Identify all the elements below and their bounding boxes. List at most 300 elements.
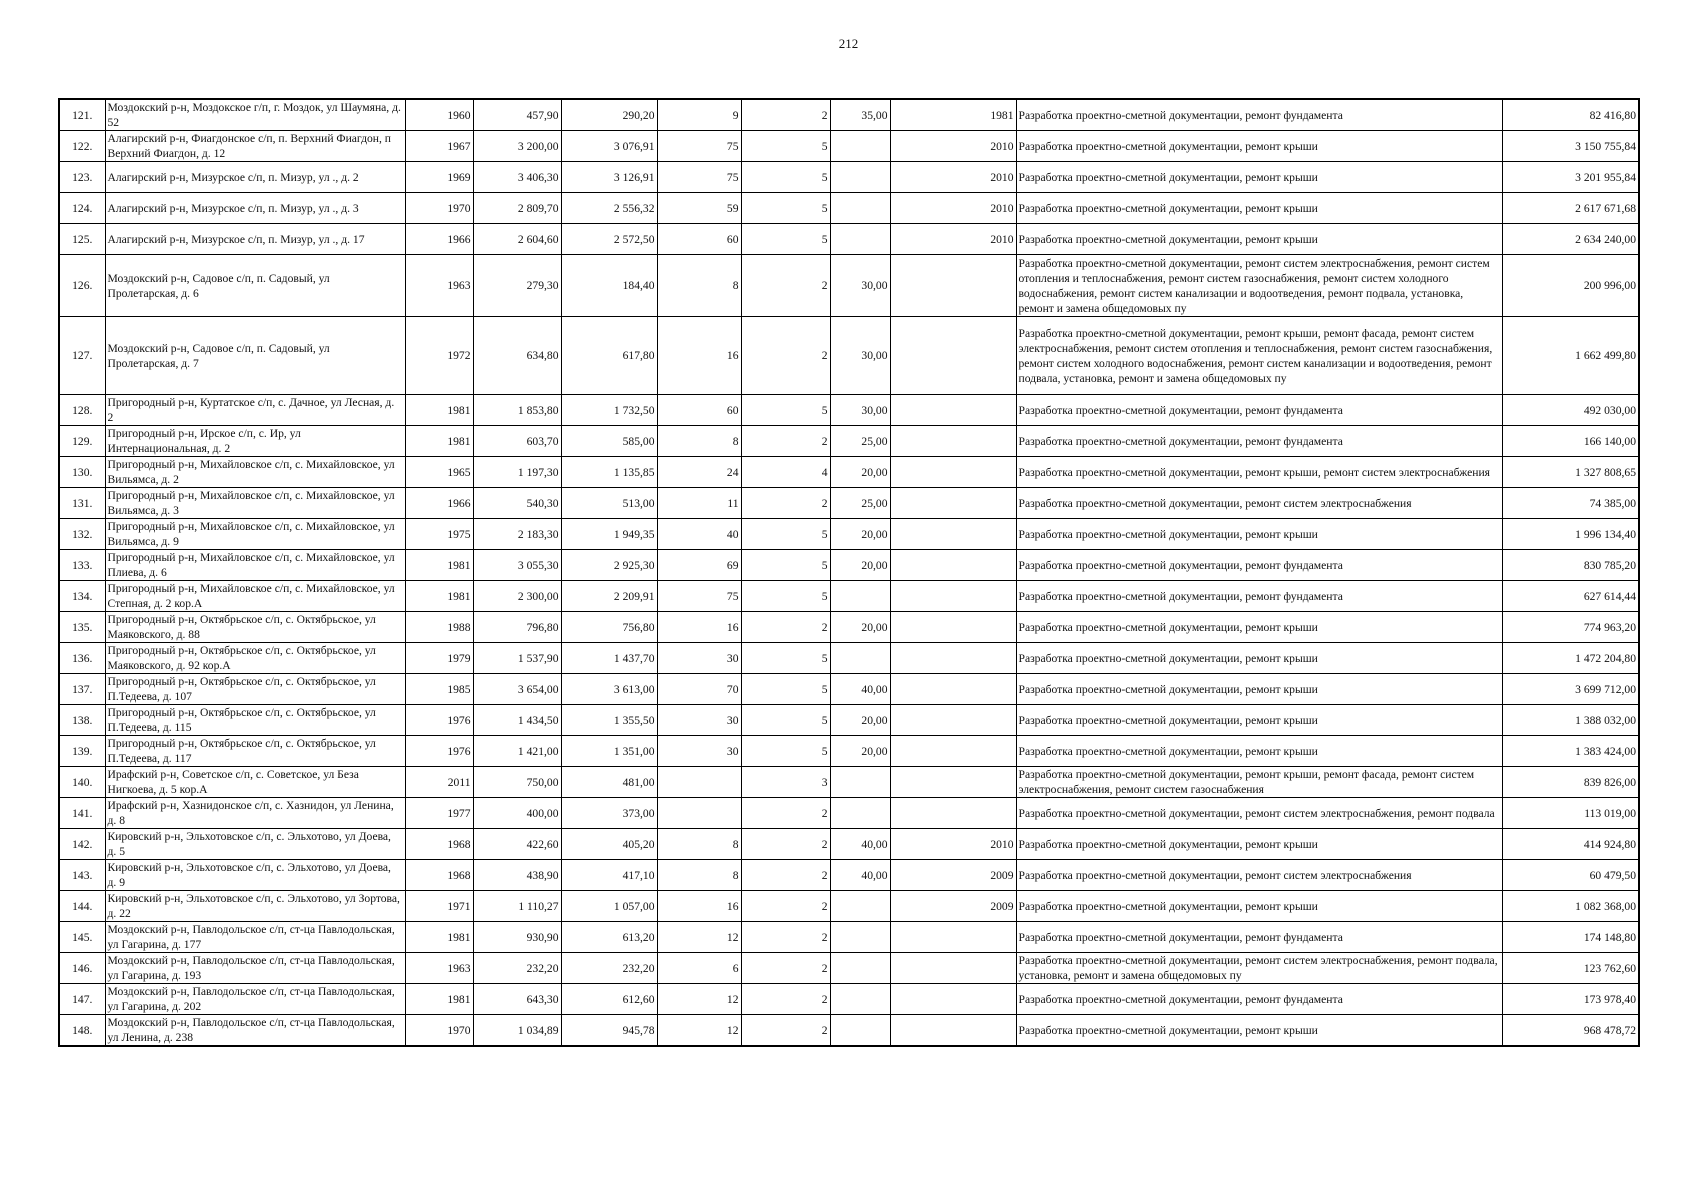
cost-cell: 968 478,72: [1502, 1015, 1639, 1047]
total-area-cell: 1 537,90: [473, 643, 561, 674]
residents-cell: 12: [657, 922, 741, 953]
wear-percent-cell: 40,00: [830, 674, 890, 705]
floors-cell: 5: [741, 674, 830, 705]
address-cell: Моздокский р-н, Садовое с/п, п. Садовый, ул Пролетарская, д. 6: [105, 255, 405, 317]
floors-cell: 5: [741, 736, 830, 767]
row-number: 136.: [59, 643, 105, 674]
living-area-cell: 617,80: [561, 317, 657, 395]
repair-works-cell: Разработка проектно-сметной документации, ремонт крыши: [1016, 519, 1502, 550]
address-cell: Моздокский р-н, Садовое с/п, п. Садовый, ул Пролетарская, д. 7: [105, 317, 405, 395]
last-repair-year-cell: [890, 736, 1016, 767]
year-built-cell: 1967: [405, 131, 473, 162]
address-cell: Пригородный р-н, Октябрьское с/п, с. Октябрьское, ул Маяковского, д. 88: [105, 612, 405, 643]
floors-cell: 3: [741, 767, 830, 798]
cost-cell: 627 614,44: [1502, 581, 1639, 612]
living-area-cell: 613,20: [561, 922, 657, 953]
wear-percent-cell: [830, 1015, 890, 1047]
row-number: 130.: [59, 457, 105, 488]
last-repair-year-cell: [890, 674, 1016, 705]
cost-cell: 82 416,80: [1502, 99, 1639, 131]
floors-cell: 2: [741, 922, 830, 953]
wear-percent-cell: 20,00: [830, 519, 890, 550]
wear-percent-cell: [830, 162, 890, 193]
residents-cell: [657, 798, 741, 829]
wear-percent-cell: 20,00: [830, 736, 890, 767]
last-repair-year-cell: [890, 488, 1016, 519]
row-number: 129.: [59, 426, 105, 457]
wear-percent-cell: 25,00: [830, 426, 890, 457]
table-row: [59, 550, 1639, 581]
last-repair-year-cell: [890, 953, 1016, 984]
total-area-cell: 3 200,00: [473, 131, 561, 162]
residents-cell: 16: [657, 891, 741, 922]
total-area-cell: 2 300,00: [473, 581, 561, 612]
row-number: 128.: [59, 395, 105, 426]
living-area-cell: 232,20: [561, 953, 657, 984]
residents-cell: 9: [657, 99, 741, 131]
repair-works-cell: Разработка проектно-сметной документации, ремонт крыши: [1016, 705, 1502, 736]
last-repair-year-cell: [890, 581, 1016, 612]
repair-works-cell: Разработка проектно-сметной документации, ремонт фундамента: [1016, 984, 1502, 1015]
residents-cell: 12: [657, 984, 741, 1015]
total-area-cell: 1 434,50: [473, 705, 561, 736]
table-row: [59, 860, 1639, 891]
repair-works-cell: Разработка проектно-сметной документации, ремонт систем электроснабжения, ремонт подвала, установка, ремонт и замена общедомовых пу: [1016, 953, 1502, 984]
row-number: 143.: [59, 860, 105, 891]
last-repair-year-cell: [890, 519, 1016, 550]
cost-cell: 113 019,00: [1502, 798, 1639, 829]
cost-cell: 414 924,80: [1502, 829, 1639, 860]
repair-works-cell: Разработка проектно-сметной документации, ремонт крыши, ремонт фасада, ремонт систем электроснабжения, ремонт систем газоснабжения: [1016, 767, 1502, 798]
last-repair-year-cell: [890, 612, 1016, 643]
year-built-cell: 1979: [405, 643, 473, 674]
year-built-cell: 1963: [405, 953, 473, 984]
wear-percent-cell: [830, 224, 890, 255]
wear-percent-cell: 20,00: [830, 457, 890, 488]
row-number: 141.: [59, 798, 105, 829]
floors-cell: 2: [741, 99, 830, 131]
floors-cell: 5: [741, 162, 830, 193]
last-repair-year-cell: 2009: [890, 860, 1016, 891]
page-number: 212: [838, 36, 859, 51]
cost-cell: 174 148,80: [1502, 922, 1639, 953]
living-area-cell: 1 351,00: [561, 736, 657, 767]
row-number: 132.: [59, 519, 105, 550]
cost-cell: 166 140,00: [1502, 426, 1639, 457]
living-area-cell: 2 209,91: [561, 581, 657, 612]
wear-percent-cell: 40,00: [830, 860, 890, 891]
year-built-cell: 1965: [405, 457, 473, 488]
cost-cell: 830 785,20: [1502, 550, 1639, 581]
last-repair-year-cell: [890, 317, 1016, 395]
address-cell: Пригородный р-н, Куртатское с/п, с. Дачное, ул Лесная, д. 2: [105, 395, 405, 426]
row-number: 122.: [59, 131, 105, 162]
housing-repair-table: [58, 98, 1640, 1047]
repair-works-cell: Разработка проектно-сметной документации, ремонт систем электроснабжения, ремонт систем отопления и теплоснабжения, ремонт систем газоснабжения, ремонт систем холодного водоснабжения, ремонт систем канализации и водоотведения, ремонт подвала, установка, ремонт и замена общедомовых пу: [1016, 255, 1502, 317]
residents-cell: 75: [657, 162, 741, 193]
row-number: 133.: [59, 550, 105, 581]
year-built-cell: 1981: [405, 922, 473, 953]
floors-cell: 2: [741, 1015, 830, 1047]
row-number: 148.: [59, 1015, 105, 1047]
total-area-cell: 422,60: [473, 829, 561, 860]
year-built-cell: 1968: [405, 860, 473, 891]
living-area-cell: 1 057,00: [561, 891, 657, 922]
last-repair-year-cell: [890, 984, 1016, 1015]
residents-cell: 75: [657, 581, 741, 612]
residents-cell: 30: [657, 643, 741, 674]
last-repair-year-cell: [890, 798, 1016, 829]
living-area-cell: 373,00: [561, 798, 657, 829]
floors-cell: 2: [741, 612, 830, 643]
table-row: [59, 224, 1639, 255]
wear-percent-cell: [830, 891, 890, 922]
repair-works-cell: Разработка проектно-сметной документации, ремонт крыши: [1016, 829, 1502, 860]
living-area-cell: 184,40: [561, 255, 657, 317]
row-number: 126.: [59, 255, 105, 317]
address-cell: Пригородный р-н, Октябрьское с/п, с. Октябрьское, ул Маяковского, д. 92 кор.А: [105, 643, 405, 674]
total-area-cell: 750,00: [473, 767, 561, 798]
address-cell: Алагирский р-н, Мизурское с/п, п. Мизур, ул ., д. 2: [105, 162, 405, 193]
total-area-cell: 796,80: [473, 612, 561, 643]
residents-cell: 70: [657, 674, 741, 705]
living-area-cell: 513,00: [561, 488, 657, 519]
address-cell: Алагирский р-н, Мизурское с/п, п. Мизур, ул ., д. 3: [105, 193, 405, 224]
last-repair-year-cell: 1981: [890, 99, 1016, 131]
cost-cell: 1 388 032,00: [1502, 705, 1639, 736]
total-area-cell: 3 406,30: [473, 162, 561, 193]
cost-cell: 839 826,00: [1502, 767, 1639, 798]
address-cell: Алагирский р-н, Мизурское с/п, п. Мизур, ул ., д. 17: [105, 224, 405, 255]
row-number: 135.: [59, 612, 105, 643]
living-area-cell: 1 355,50: [561, 705, 657, 736]
wear-percent-cell: 20,00: [830, 550, 890, 581]
table-row: [59, 193, 1639, 224]
floors-cell: 2: [741, 953, 830, 984]
address-cell: Пригородный р-н, Октябрьское с/п, с. Октябрьское, ул П.Тедеева, д. 115: [105, 705, 405, 736]
living-area-cell: 3 613,00: [561, 674, 657, 705]
last-repair-year-cell: [890, 457, 1016, 488]
row-number: 137.: [59, 674, 105, 705]
residents-cell: 59: [657, 193, 741, 224]
repair-works-cell: Разработка проектно-сметной документации, ремонт систем электроснабжения: [1016, 488, 1502, 519]
cost-cell: 173 978,40: [1502, 984, 1639, 1015]
year-built-cell: 1988: [405, 612, 473, 643]
row-number: 131.: [59, 488, 105, 519]
living-area-cell: 1 135,85: [561, 457, 657, 488]
residents-cell: 6: [657, 953, 741, 984]
row-number: 125.: [59, 224, 105, 255]
floors-cell: 5: [741, 581, 830, 612]
last-repair-year-cell: [890, 1015, 1016, 1047]
residents-cell: 69: [657, 550, 741, 581]
residents-cell: 30: [657, 736, 741, 767]
wear-percent-cell: [830, 581, 890, 612]
last-repair-year-cell: [890, 705, 1016, 736]
wear-percent-cell: 20,00: [830, 705, 890, 736]
row-number: 138.: [59, 705, 105, 736]
residents-cell: 60: [657, 224, 741, 255]
living-area-cell: 2 925,30: [561, 550, 657, 581]
address-cell: Ирафский р-н, Советское с/п, с. Советское, ул Беза Нигкоева, д. 5 кор.А: [105, 767, 405, 798]
floors-cell: 2: [741, 426, 830, 457]
address-cell: Кировский р-н, Эльхотовское с/п, с. Эльхотово, ул Зортова, д. 22: [105, 891, 405, 922]
total-area-cell: 3 654,00: [473, 674, 561, 705]
table-row: [59, 798, 1639, 829]
wear-percent-cell: [830, 193, 890, 224]
repair-works-cell: Разработка проектно-сметной документации, ремонт крыши: [1016, 131, 1502, 162]
address-cell: Пригородный р-н, Ирское с/п, с. Ир, ул Интернациональная, д. 2: [105, 426, 405, 457]
wear-percent-cell: [830, 922, 890, 953]
repair-works-cell: Разработка проектно-сметной документации, ремонт крыши: [1016, 162, 1502, 193]
wear-percent-cell: 30,00: [830, 255, 890, 317]
floors-cell: 2: [741, 860, 830, 891]
address-cell: Пригородный р-н, Михайловское с/п, с. Михайловское, ул Вильямса, д. 2: [105, 457, 405, 488]
living-area-cell: 2 572,50: [561, 224, 657, 255]
last-repair-year-cell: [890, 550, 1016, 581]
table-row: [59, 612, 1639, 643]
wear-percent-cell: 25,00: [830, 488, 890, 519]
last-repair-year-cell: [890, 395, 1016, 426]
total-area-cell: 603,70: [473, 426, 561, 457]
floors-cell: 5: [741, 550, 830, 581]
repair-works-cell: Разработка проектно-сметной документации, ремонт фундамента: [1016, 426, 1502, 457]
repair-works-cell: Разработка проектно-сметной документации, ремонт крыши, ремонт фасада, ремонт систем электроснабжения, ремонт систем отопления и теплоснабжения, ремонт систем газоснабжения, ремонт систем холодного водоснабжения, ремонт систем канализации и водоотведения, ремонт подвала, установка, ремонт и замена общедомовых пу: [1016, 317, 1502, 395]
repair-works-cell: Разработка проектно-сметной документации, ремонт систем электроснабжения: [1016, 860, 1502, 891]
address-cell: Кировский р-н, Эльхотовское с/п, с. Эльхотово, ул Доева, д. 5: [105, 829, 405, 860]
address-cell: Моздокский р-н, Павлодольское с/п, ст-ца Павлодольская, ул Гагарина, д. 177: [105, 922, 405, 953]
repair-works-cell: Разработка проектно-сметной документации, ремонт крыши: [1016, 736, 1502, 767]
year-built-cell: 1960: [405, 99, 473, 131]
cost-cell: 2 634 240,00: [1502, 224, 1639, 255]
table-row: [59, 488, 1639, 519]
repair-works-cell: Разработка проектно-сметной документации, ремонт систем электроснабжения, ремонт подвала: [1016, 798, 1502, 829]
residents-cell: 8: [657, 860, 741, 891]
floors-cell: 5: [741, 395, 830, 426]
year-built-cell: 1976: [405, 736, 473, 767]
year-built-cell: 1985: [405, 674, 473, 705]
total-area-cell: 1 853,80: [473, 395, 561, 426]
living-area-cell: 417,10: [561, 860, 657, 891]
address-cell: Моздокский р-н, Павлодольское с/п, ст-ца Павлодольская, ул Гагарина, д. 193: [105, 953, 405, 984]
last-repair-year-cell: 2010: [890, 224, 1016, 255]
total-area-cell: 1 197,30: [473, 457, 561, 488]
year-built-cell: 1968: [405, 829, 473, 860]
floors-cell: 5: [741, 131, 830, 162]
total-area-cell: 540,30: [473, 488, 561, 519]
residents-cell: 75: [657, 131, 741, 162]
last-repair-year-cell: 2010: [890, 829, 1016, 860]
living-area-cell: 290,20: [561, 99, 657, 131]
address-cell: Пригородный р-н, Октябрьское с/п, с. Октябрьское, ул П.Тедеева, д. 117: [105, 736, 405, 767]
table-row: [59, 519, 1639, 550]
wear-percent-cell: [830, 643, 890, 674]
living-area-cell: 1 732,50: [561, 395, 657, 426]
living-area-cell: 1 437,70: [561, 643, 657, 674]
total-area-cell: 930,90: [473, 922, 561, 953]
total-area-cell: 2 183,30: [473, 519, 561, 550]
address-cell: Кировский р-н, Эльхотовское с/п, с. Эльхотово, ул Доева, д. 9: [105, 860, 405, 891]
row-number: 124.: [59, 193, 105, 224]
year-built-cell: 1976: [405, 705, 473, 736]
repair-works-cell: Разработка проектно-сметной документации, ремонт крыши, ремонт систем электроснабжения: [1016, 457, 1502, 488]
row-number: 127.: [59, 317, 105, 395]
cost-cell: 1 662 499,80: [1502, 317, 1639, 395]
residents-cell: 8: [657, 829, 741, 860]
floors-cell: 2: [741, 317, 830, 395]
residents-cell: 16: [657, 612, 741, 643]
cost-cell: 123 762,60: [1502, 953, 1639, 984]
total-area-cell: 2 604,60: [473, 224, 561, 255]
repair-works-cell: Разработка проектно-сметной документации, ремонт крыши: [1016, 193, 1502, 224]
floors-cell: 5: [741, 643, 830, 674]
floors-cell: 2: [741, 255, 830, 317]
wear-percent-cell: [830, 767, 890, 798]
repair-works-cell: Разработка проектно-сметной документации, ремонт крыши: [1016, 1015, 1502, 1047]
last-repair-year-cell: [890, 426, 1016, 457]
cost-cell: 492 030,00: [1502, 395, 1639, 426]
table-row: [59, 255, 1639, 317]
year-built-cell: 1981: [405, 426, 473, 457]
year-built-cell: 1963: [405, 255, 473, 317]
total-area-cell: 643,30: [473, 984, 561, 1015]
total-area-cell: 438,90: [473, 860, 561, 891]
residents-cell: 24: [657, 457, 741, 488]
address-cell: Пригородный р-н, Октябрьское с/п, с. Октябрьское, ул П.Тедеева, д. 107: [105, 674, 405, 705]
last-repair-year-cell: [890, 767, 1016, 798]
residents-cell: 8: [657, 426, 741, 457]
residents-cell: 8: [657, 255, 741, 317]
living-area-cell: 945,78: [561, 1015, 657, 1047]
total-area-cell: 457,90: [473, 99, 561, 131]
table-row: [59, 953, 1639, 984]
floors-cell: 2: [741, 488, 830, 519]
cost-cell: 3 150 755,84: [1502, 131, 1639, 162]
table-row: [59, 162, 1639, 193]
total-area-cell: 400,00: [473, 798, 561, 829]
repair-works-cell: Разработка проектно-сметной документации, ремонт крыши: [1016, 891, 1502, 922]
living-area-cell: 481,00: [561, 767, 657, 798]
table-row: [59, 736, 1639, 767]
year-built-cell: 1970: [405, 1015, 473, 1047]
row-number: 139.: [59, 736, 105, 767]
address-cell: Алагирский р-н, Фиагдонское с/п, п. Верхний Фиагдон, п Верхний Фиагдон, д. 12: [105, 131, 405, 162]
cost-cell: 3 699 712,00: [1502, 674, 1639, 705]
row-number: 134.: [59, 581, 105, 612]
floors-cell: 5: [741, 519, 830, 550]
year-built-cell: 1977: [405, 798, 473, 829]
year-built-cell: 1981: [405, 984, 473, 1015]
repair-works-cell: Разработка проектно-сметной документации, ремонт фундамента: [1016, 99, 1502, 131]
table-row: [59, 395, 1639, 426]
repair-works-cell: Разработка проектно-сметной документации, ремонт крыши: [1016, 643, 1502, 674]
living-area-cell: 2 556,32: [561, 193, 657, 224]
cost-cell: 3 201 955,84: [1502, 162, 1639, 193]
total-area-cell: 3 055,30: [473, 550, 561, 581]
repair-works-cell: Разработка проектно-сметной документации, ремонт фундамента: [1016, 581, 1502, 612]
repair-works-cell: Разработка проектно-сметной документации, ремонт крыши: [1016, 612, 1502, 643]
cost-cell: 74 385,00: [1502, 488, 1639, 519]
year-built-cell: 1970: [405, 193, 473, 224]
last-repair-year-cell: 2010: [890, 131, 1016, 162]
wear-percent-cell: 40,00: [830, 829, 890, 860]
year-built-cell: 1969: [405, 162, 473, 193]
row-number: 142.: [59, 829, 105, 860]
floors-cell: 2: [741, 829, 830, 860]
floors-cell: 5: [741, 193, 830, 224]
wear-percent-cell: [830, 798, 890, 829]
cost-cell: 1 996 134,40: [1502, 519, 1639, 550]
living-area-cell: 585,00: [561, 426, 657, 457]
table-row: [59, 99, 1639, 131]
year-built-cell: 1971: [405, 891, 473, 922]
cost-cell: 1 472 204,80: [1502, 643, 1639, 674]
address-cell: Моздокский р-н, Павлодольское с/п, ст-ца Павлодольская, ул Гагарина, д. 202: [105, 984, 405, 1015]
wear-percent-cell: 30,00: [830, 395, 890, 426]
table-row: [59, 643, 1639, 674]
address-cell: Пригородный р-н, Михайловское с/п, с. Михайловское, ул Вильямса, д. 3: [105, 488, 405, 519]
floors-cell: 4: [741, 457, 830, 488]
living-area-cell: 1 949,35: [561, 519, 657, 550]
living-area-cell: 3 126,91: [561, 162, 657, 193]
repair-works-cell: Разработка проектно-сметной документации, ремонт фундамента: [1016, 550, 1502, 581]
floors-cell: 5: [741, 705, 830, 736]
address-cell: Ирафский р-н, Хазнидонское с/п, с. Хазнидон, ул Ленина, д. 8: [105, 798, 405, 829]
year-built-cell: 1966: [405, 488, 473, 519]
floors-cell: 2: [741, 984, 830, 1015]
cost-cell: 200 996,00: [1502, 255, 1639, 317]
last-repair-year-cell: 2010: [890, 162, 1016, 193]
row-number: 121.: [59, 99, 105, 131]
table-row: [59, 581, 1639, 612]
table-row: [59, 457, 1639, 488]
residents-cell: 16: [657, 317, 741, 395]
year-built-cell: 1981: [405, 395, 473, 426]
residents-cell: 11: [657, 488, 741, 519]
year-built-cell: 1981: [405, 581, 473, 612]
row-number: 145.: [59, 922, 105, 953]
row-number: 140.: [59, 767, 105, 798]
year-built-cell: 2011: [405, 767, 473, 798]
last-repair-year-cell: [890, 643, 1016, 674]
wear-percent-cell: [830, 131, 890, 162]
address-cell: Пригородный р-н, Михайловское с/п, с. Михайловское, ул Вильямса, д. 9: [105, 519, 405, 550]
repair-works-cell: Разработка проектно-сметной документации, ремонт крыши: [1016, 674, 1502, 705]
residents-cell: [657, 767, 741, 798]
repair-works-cell: Разработка проектно-сметной документации, ремонт крыши: [1016, 224, 1502, 255]
table-row: [59, 674, 1639, 705]
table-body: [59, 99, 1639, 1046]
cost-cell: 60 479,50: [1502, 860, 1639, 891]
wear-percent-cell: 35,00: [830, 99, 890, 131]
living-area-cell: 405,20: [561, 829, 657, 860]
address-cell: Моздокский р-н, Моздокское г/п, г. Моздок, ул Шаумяна, д. 52: [105, 99, 405, 131]
living-area-cell: 3 076,91: [561, 131, 657, 162]
wear-percent-cell: [830, 984, 890, 1015]
row-number: 144.: [59, 891, 105, 922]
wear-percent-cell: 30,00: [830, 317, 890, 395]
row-number: 147.: [59, 984, 105, 1015]
year-built-cell: 1981: [405, 550, 473, 581]
last-repair-year-cell: [890, 922, 1016, 953]
cost-cell: 1 327 808,65: [1502, 457, 1639, 488]
floors-cell: 5: [741, 224, 830, 255]
total-area-cell: 279,30: [473, 255, 561, 317]
table-row: [59, 705, 1639, 736]
row-number: 123.: [59, 162, 105, 193]
cost-cell: 1 383 424,00: [1502, 736, 1639, 767]
floors-cell: 2: [741, 891, 830, 922]
